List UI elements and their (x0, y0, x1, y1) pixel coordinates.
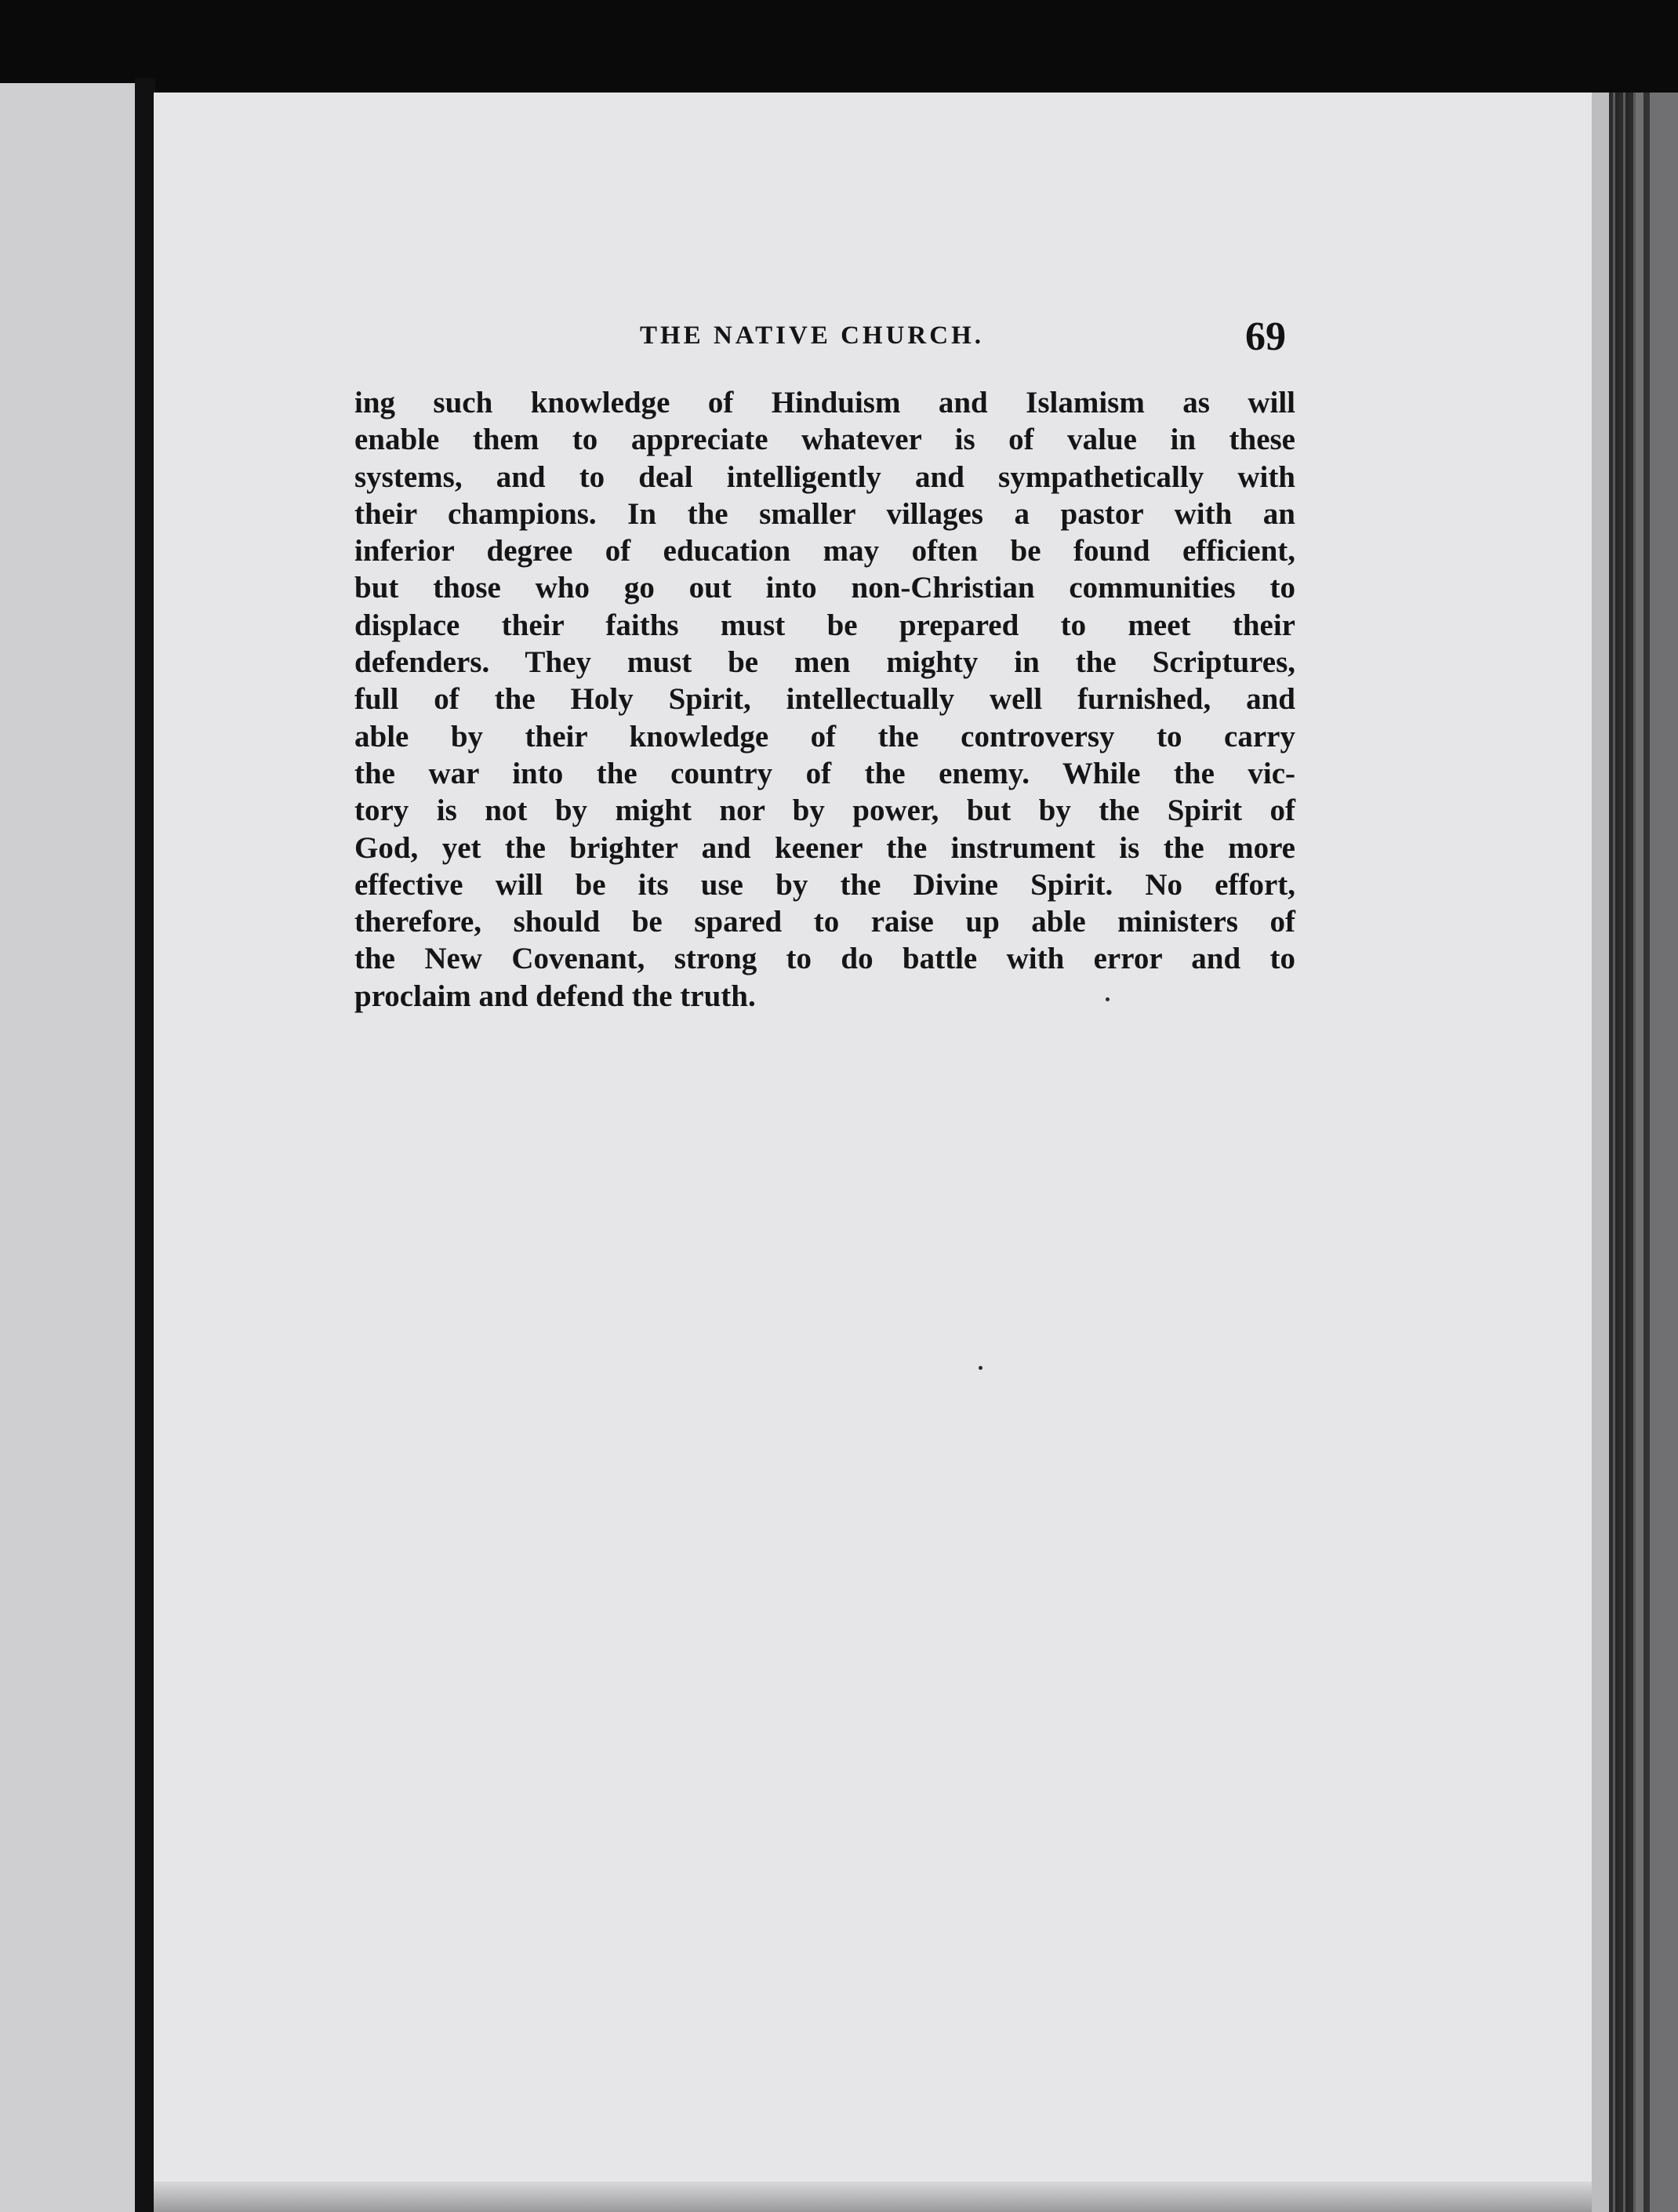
text-line: the war into the country of the enemy. While the vic- (354, 756, 1295, 790)
page-bottom-edge (154, 2181, 1595, 2212)
text-line: therefore, should be spared to raise up able ministers of (354, 905, 1295, 939)
text-line: God, yet the brighter and keener the instrument is the more (354, 830, 1295, 865)
text-line: ing such knowledge of Hinduism and Islamism as will (354, 386, 1295, 420)
text-line: effective will be its use by the Divine Spirit. No effort, (354, 867, 1295, 902)
page-number: 69 (1245, 314, 1286, 359)
page-gutter (135, 78, 155, 2212)
text-line: systems, and to deal intelligently and sympathetically with (354, 459, 1295, 494)
scan-border-top (0, 0, 1678, 93)
book-edge-line (1643, 93, 1650, 2212)
book-binding-edge (1609, 93, 1636, 2212)
text-line: but those who go out into non-Christian communities to (354, 571, 1295, 605)
text-line: tory is not by might nor by power, but by the Spirit of (354, 794, 1295, 828)
text-line-last: proclaim and defend the truth. (354, 979, 756, 1013)
text-line: displace their faiths must be prepared to meet their (354, 608, 1295, 642)
text-line: full of the Holy Spirit, intellectually well furnished, and (354, 682, 1295, 717)
text-line: their champions. In the smaller villages a pastor with an (354, 496, 1295, 531)
text-line: defenders. They must be men mighty in the Scriptures, (354, 645, 1295, 680)
scan-speck (979, 1366, 982, 1370)
text-line: the New Covenant, strong to do battle with error and to (354, 942, 1295, 976)
page-edge-light (1592, 93, 1609, 2212)
text-line: enable them to appreciate whatever is of value in these (354, 423, 1295, 457)
running-title: THE NATIVE CHURCH. (640, 321, 985, 350)
book-outer-edge (1636, 93, 1678, 2212)
scan-speck (1106, 997, 1110, 1001)
text-line: inferior degree of education may often be found efficient, (354, 534, 1295, 568)
body-paragraph (354, 384, 1295, 1015)
running-head (154, 314, 1595, 364)
previous-page-edge (0, 83, 140, 2212)
text-line: able by their knowledge of the controversy to carry (354, 719, 1295, 754)
